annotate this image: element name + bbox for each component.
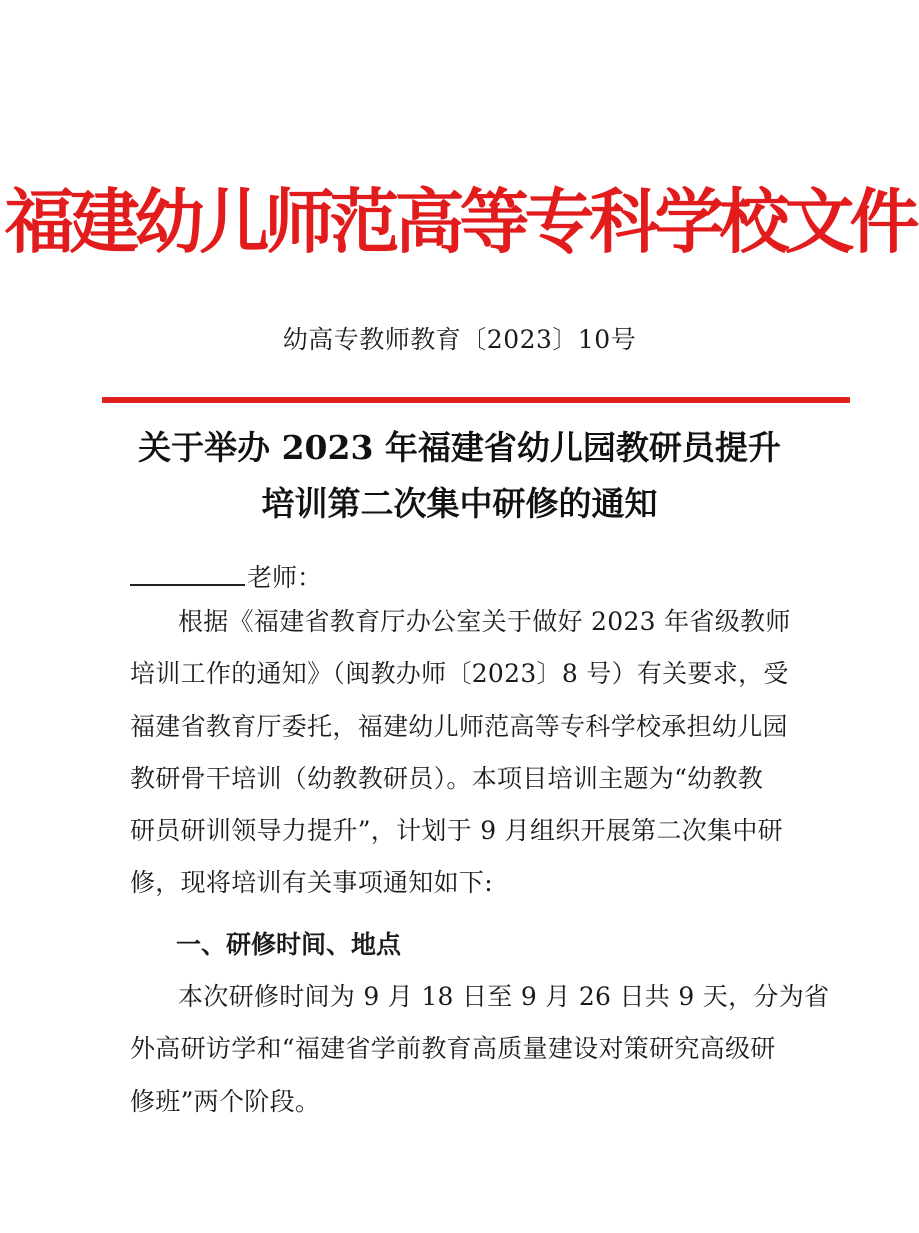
salutation — [130, 556, 322, 600]
salutation-text: 老师： — [247, 563, 323, 592]
paragraph-1-line: 教研骨干培训（幼教教研员）。本项目培训主题为“幼教教 — [130, 763, 764, 793]
paragraph-1-line: 根据《福建省教育厅办公室关于做好 2023 年省级教师 — [178, 607, 791, 636]
paragraph-1-line: 研员研训领导力提升”，计划于 9 月组织开展第二次集中研 — [130, 816, 783, 846]
paragraph-1-line: 福建省教育厅委托，福建幼儿师范高等专科学校承担幼儿园 — [130, 711, 788, 741]
paragraph-2-line: 外高研访学和“福建省学前教育高质量建设对策研究高级研 — [130, 1034, 776, 1064]
section-heading-1: 一、研修时间、地点 — [176, 930, 402, 959]
recipient-blank-line — [130, 558, 245, 586]
masthead-title: 福建幼儿师范高等专科学校文件 — [4, 181, 915, 263]
red-divider-line — [102, 397, 850, 403]
notice-title-line-2: 培训第二次集中研修的通知 — [261, 484, 658, 523]
paragraph-1-line: 修，现将培训有关事项通知如下: — [130, 868, 493, 898]
notice-title — [60, 420, 859, 532]
paragraph-1 — [130, 596, 830, 910]
document-number: 幼高专教师教育〔2023〕10号 — [282, 325, 637, 354]
paragraph-2-line: 修班”两个阶段。 — [130, 1086, 321, 1116]
paragraph-2 — [130, 971, 830, 1128]
paragraph-1-line: 培训工作的通知》（闽教办师〔2023〕8 号）有关要求，受 — [130, 659, 789, 689]
notice-title-line-1: 关于举办 2023 年福建省幼儿园教研员提升 — [138, 428, 781, 467]
paragraph-2-line: 本次研修时间为 9 月 18 日至 9 月 26 日共 9 天，分为省 — [178, 982, 830, 1011]
